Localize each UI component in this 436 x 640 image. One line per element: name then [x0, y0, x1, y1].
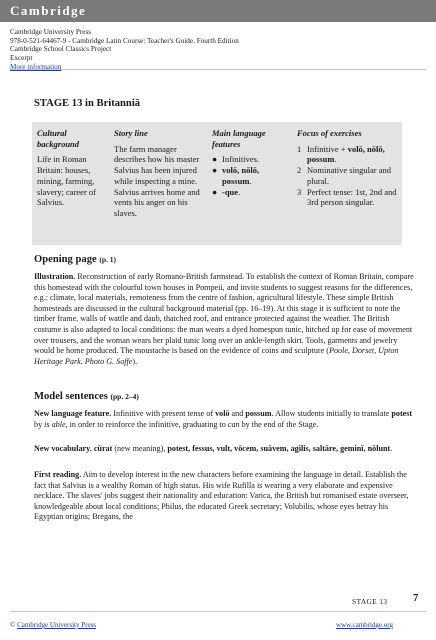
cultural-background-text: Life in Roman Britain: houses, mining, farming, slavery; career of Salvius. [37, 154, 96, 208]
opening-page-paragraph: Illustration. Reconstruction of early Romano-British farmstead. To establish the context of Roman Britain, compare this homestead with the colourful town houses in Pompeii, and invite students to suggest reasons for the differences, e.g.: climate, local materials, remoteness from the centre of fashion, agricultural lifestyle. These simple British homesteads are discussed in the cultural background material (pp. 16–19). At this stage it is sufficient to note the timber frame, walls of wattle and daub, thatched roof, and entrance protected against the weather. The British costume is also adapted to local conditions: the man wears a dyed homespun tunic, hitched up for ease of movement over trousers, and the woman wears her plaid tunic long over an ankle-length skirt. Tools, garments and jewelry would be home produced. The moustache is based on the evidence of coins and sculpture (Poole, Dorset, Upton Heritage Park. Photo G. Soffe). [34, 272, 414, 366]
language-features-list [212, 154, 287, 197]
exercise-item: 3 Perfect tense: 1st, 2nd and 3rd person singular. [297, 186, 397, 208]
language-item: ● Infinitives. [212, 154, 260, 165]
exercise-item: 2 Nominative singular and plural. [297, 165, 392, 186]
publisher-header-bar [0, 0, 436, 22]
exercises-list [297, 144, 402, 208]
story-line-column [114, 128, 202, 219]
language-features-header: Main language features [212, 128, 266, 149]
language-item: ● -que. [212, 186, 241, 197]
stage-heading: STAGE 13 in Britanniā [34, 98, 141, 109]
language-item: ● volō, nōlō, possum. [212, 165, 260, 186]
first-reading-paragraph: First reading. Aim to develop interest in the new characters before examining the language in detail. Establish the fact that Salvius is a wealthy Roman of high status. His wife Rufilla is wearing a very elaborate and expensive necklace. The slaves' jobs suggest their nationality and education: Varica, the British but romanised estate overseer, knowledgeable about local conditions; Philus, the educated Greek secretary; Volubilis, whose eyes betray his Egyptian origins; Bregans, the [34, 470, 409, 522]
language-features-column [212, 128, 287, 197]
cultural-background-header: Cultural background [37, 128, 80, 149]
copyright-link[interactable]: © Cambridge University Press [10, 621, 97, 629]
running-footer-stage: STAGE 13 [352, 597, 388, 606]
exercises-header: Focus of exercises [297, 128, 362, 138]
cultural-background-column [37, 128, 101, 208]
publisher-line: Cambridge University Press [10, 28, 92, 36]
opening-page-heading: Opening page (p. 1) [34, 254, 117, 265]
header-divider [10, 69, 426, 70]
copyright-symbol: © [10, 621, 16, 629]
isbn-line: 978-0-521-64467-9 - Cambridge Latin Course: Teacher's Guide, Fourth Edition [10, 36, 239, 45]
exercises-column [297, 128, 402, 208]
project-line: Cambridge School Classics Project [10, 45, 112, 54]
story-line-text: The farm manager describes how his master Salvius has been injured while inspecting a mine. Salvius arrives home and vents his anger on his slaves. [114, 143, 200, 218]
page-number: 7 [413, 593, 419, 604]
book-metadata [10, 28, 239, 72]
model-sentences-heading: Model sentences (pp. 2–4) [34, 391, 139, 402]
new-language-feature-paragraph: New language feature. Infinitive with present tense of volō and possum. Allow students initially to translate potest by is able, in order to reinforce the infinitive, graduating to can by the end of the Stage. [34, 409, 413, 429]
bullet-icon: ● [212, 186, 218, 197]
publisher-logo: Cambridge [10, 3, 87, 18]
footer-divider [10, 611, 426, 612]
new-vocabulary-paragraph: New vocabulary. cūrat (new meaning), potest, fessus, vult, vōcem, suāvem, agilis, saltāre, geminī, nōlunt. [34, 444, 393, 453]
website-link[interactable]: www.cambridge.org [336, 621, 393, 629]
more-information-link[interactable]: More information [10, 62, 62, 71]
story-line-header: Story line [114, 128, 148, 138]
bullet-icon: ● [212, 154, 218, 165]
bullet-icon: ● [212, 165, 218, 176]
excerpt-line: Excerpt [10, 54, 33, 63]
exercise-item: 1 Infinitive + volō, nōlō, possum. [297, 143, 385, 165]
